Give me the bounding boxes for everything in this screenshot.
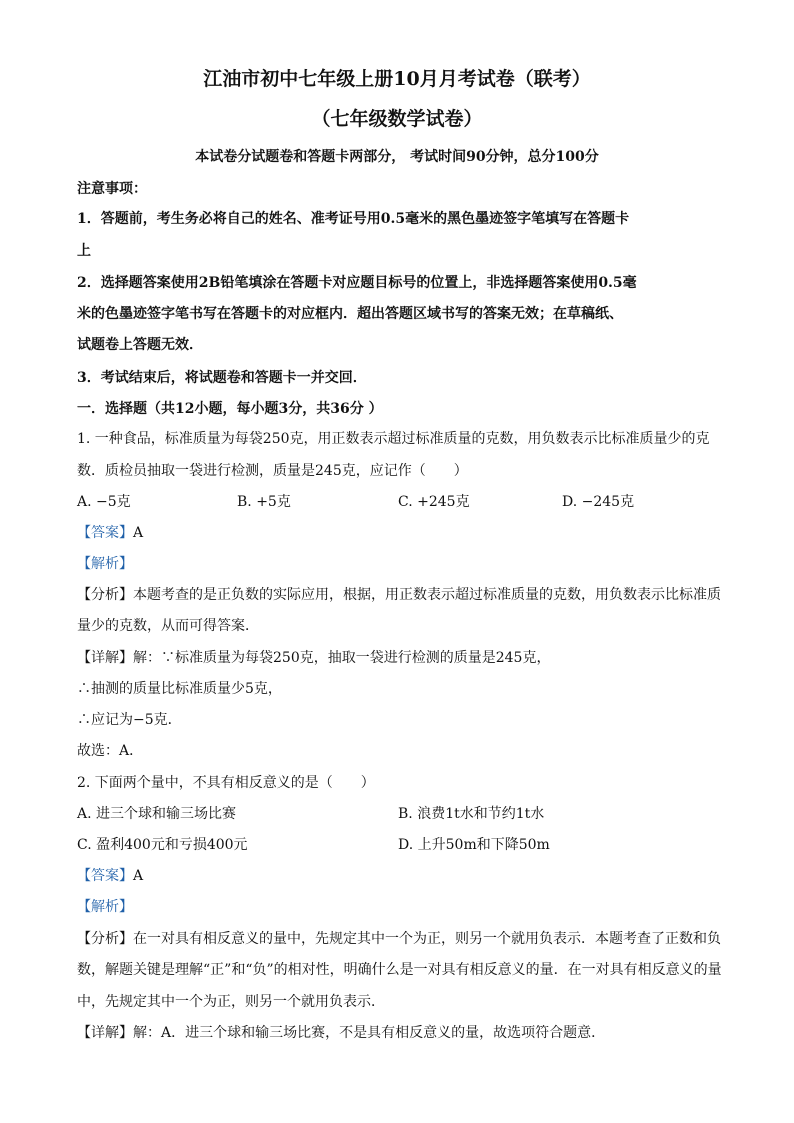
q2-answer-label: 【答案】 xyxy=(77,868,133,884)
q2-detail xyxy=(77,1022,727,1042)
q1-answer-value: A xyxy=(133,525,144,541)
q2-detail-label: 【详解】 xyxy=(77,1025,133,1041)
q1-option-c: C. +245克 xyxy=(398,494,470,510)
q1-detail xyxy=(77,647,727,667)
q1-stem: 1. 一种食品，标准质量为每袋250克，用正数表示超过标准质量的克数，用负数表示比标准质量少的克 xyxy=(77,431,710,447)
q1-fenxi-label: 【分析】 xyxy=(77,587,133,603)
notice-item-2-cont: 米的色墨迹签字笔书写在答题卡的对应框内．超出答题区域书写的答案无效；在草稿纸、 xyxy=(77,306,623,322)
q2-fenxi xyxy=(77,928,727,948)
page-title: 江油市初中七年级上册10月月考试卷（联考） xyxy=(203,68,591,90)
q1-detail-text: 解：∵标准质量为每袋250克，抽取一袋进行检测的质量是245克， xyxy=(133,650,551,666)
notice-item-2-cont2: 试题卷上答题无效． xyxy=(77,337,203,353)
q2-fenxi-cont: 数，解题关键是理解“正”和“负”的相对性，明确什么是一对具有相反意义的量．在一对具有相反意义的量 xyxy=(77,962,722,978)
notice-item-3: 3．考试结束后，将试题卷和答题卡一并交回． xyxy=(77,370,367,386)
q1-fenxi xyxy=(77,584,727,604)
q1-answer-label: 【答案】 xyxy=(77,525,133,541)
q2-fenxi-text: 在一对具有相反意义的量中，先规定其中一个为正，则另一个就用负表示．本题考查了正数和负 xyxy=(133,931,721,947)
q2-option-c: C. 盈利400元和亏损400元 xyxy=(77,837,248,853)
notice-item-1: 1．答题前，考生务必将自己的姓名、准考证号用0.5毫米的黑色墨迹签字笔填写在答题卡 xyxy=(77,211,630,227)
q1-detail-2: ∴抽测的质量比标准质量少5克， xyxy=(77,681,282,697)
q2-answer-value: A xyxy=(133,868,144,884)
q1-fenxi-cont: 量少的克数，从而可得答案． xyxy=(77,618,259,634)
notice-heading: 注意事项： xyxy=(77,181,147,197)
q1-option-d: D. −245克 xyxy=(562,494,635,510)
q2-option-a: A. 进三个球和输三场比赛 xyxy=(77,806,237,822)
q2-fenxi-label: 【分析】 xyxy=(77,931,133,947)
q2-option-b: B. 浪费1t水和节约1t水 xyxy=(398,806,545,822)
q2-fenxi-cont2: 中，先规定其中一个为正，则另一个就用负表示． xyxy=(77,994,385,1010)
section-heading: 一．选择题（共12小题，每小题3分，共36分 ） xyxy=(77,401,383,417)
q1-detail-3: ∴应记为−5克． xyxy=(77,712,182,728)
q1-stem-cont: 数．质检员抽取一袋进行检测，质量是245克，应记作（ ） xyxy=(77,463,468,479)
notice-item-1-cont: 上 xyxy=(77,243,91,259)
q2-answer xyxy=(77,865,727,885)
q1-analysis-label: 【解析】 xyxy=(77,556,133,572)
page-subtitle: （七年级数学试卷） xyxy=(311,108,483,130)
q1-option-a: A. −5克 xyxy=(77,494,131,510)
q1-detail-label: 【详解】 xyxy=(77,650,133,666)
q1-answer xyxy=(77,522,727,542)
exam-info: 本试卷分试题卷和答题卡两部分， 考试时间90分钟，总分100分 xyxy=(195,149,599,165)
q2-analysis-label: 【解析】 xyxy=(77,899,133,915)
q1-fenxi-text: 本题考查的是正负数的实际应用，根据，用正数表示超过标准质量的克数，用负数表示比标准质 xyxy=(133,587,721,603)
q2-option-d: D. 上升50m和下降50m xyxy=(398,837,550,853)
q2-detail-text: 解：A．进三个球和输三场比赛，不是具有相反意义的量，故选项符合题意． xyxy=(133,1025,606,1041)
q1-option-b: B. +5克 xyxy=(237,494,291,510)
q1-detail-4: 故选：A． xyxy=(77,743,144,759)
notice-item-2: 2．选择题答案使用2B铅笔填涂在答题卡对应题目标号的位置上，非选择题答案使用0.5毫 xyxy=(77,275,637,291)
q2-stem: 2. 下面两个量中，不具有相反意义的是（ ） xyxy=(77,775,375,791)
